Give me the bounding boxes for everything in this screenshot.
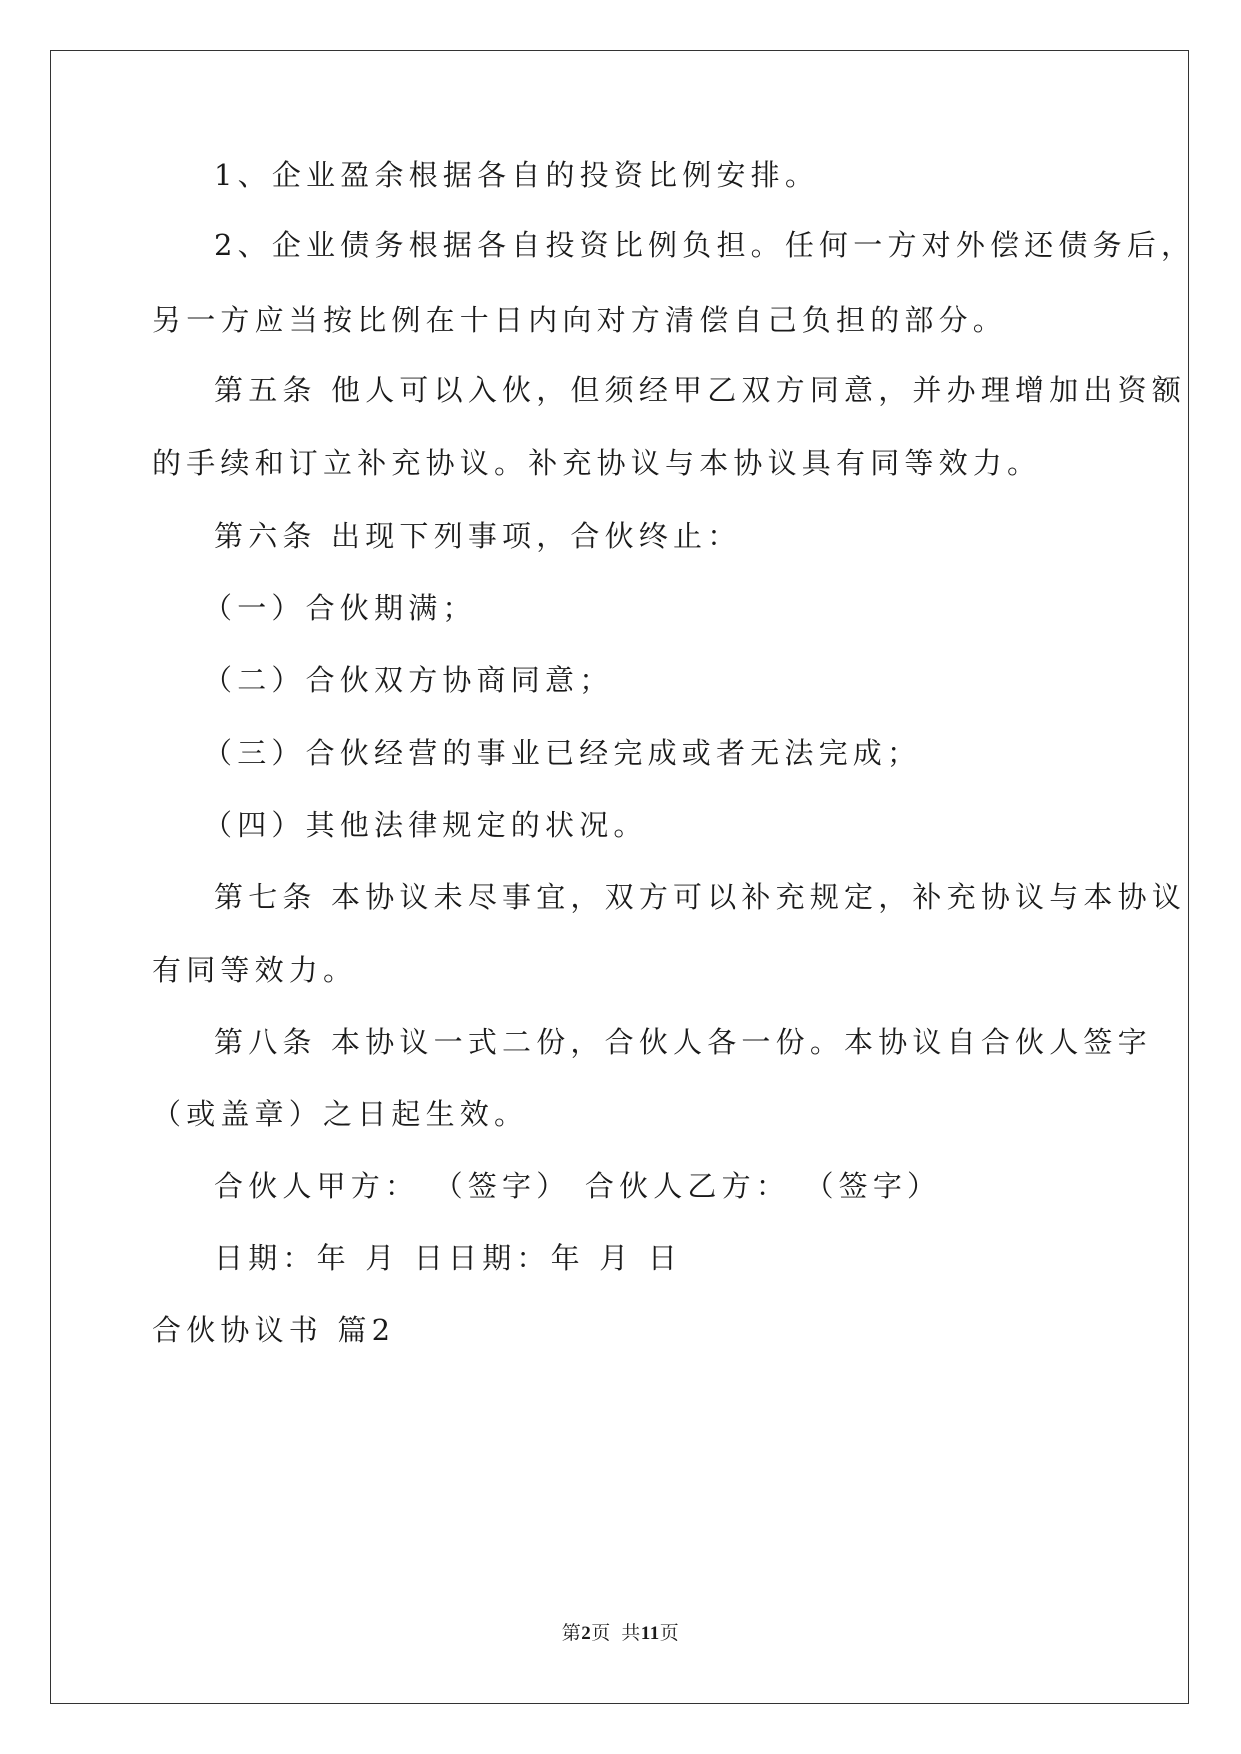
paragraph-line: （或盖章）之日起生效。 bbox=[152, 1097, 529, 1131]
page-total: 11 bbox=[640, 1623, 660, 1644]
page-mid: 页 共 bbox=[591, 1623, 641, 1644]
page-prefix: 第 bbox=[561, 1623, 582, 1644]
paragraph-line: 1、企业盈余根据各自的投资比例安排。 bbox=[214, 158, 820, 192]
page-current: 2 bbox=[581, 1623, 592, 1644]
page-suffix: 页 bbox=[659, 1623, 680, 1644]
paragraph-line: 的手续和订立补充协议。补充协议与本协议具有同等效力。 bbox=[152, 446, 1042, 480]
signature-line: 合伙人甲方： （签字） 合伙人乙方： （签字） bbox=[214, 1169, 942, 1203]
paragraph-line: 另一方应当按比例在十日内向对方清偿自己负担的部分。 bbox=[152, 303, 1008, 337]
list-item: （二）合伙双方协商同意； bbox=[203, 663, 614, 697]
paragraph-line: 第五条 他人可以入伙，但须经甲乙双方同意，并办理增加出资额 bbox=[214, 373, 1187, 407]
list-item: （三）合伙经营的事业已经完成或者无法完成； bbox=[203, 736, 922, 770]
list-item: （四）其他法律规定的状况。 bbox=[203, 808, 648, 842]
page-footer bbox=[0, 1618, 1241, 1645]
date-line: 日期：年 月 日日期：年 月 日 bbox=[214, 1241, 683, 1275]
paragraph-line: 第七条 本协议未尽事宜，双方可以补充规定，补充协议与本协议 bbox=[214, 880, 1187, 914]
paragraph-line: 2、企业债务根据各自投资比例负担。任何一方对外偿还债务后， bbox=[214, 228, 1196, 262]
list-item: （一）合伙期满； bbox=[203, 591, 477, 625]
paragraph-line: 第八条 本协议一式二份，合伙人各一份。本协议自合伙人签字 bbox=[214, 1025, 1152, 1059]
paragraph-line: 有同等效力。 bbox=[152, 953, 358, 987]
paragraph-line: 第六条 出现下列事项，合伙终止： bbox=[214, 519, 742, 553]
section-heading: 合伙协议书 篇2 bbox=[152, 1313, 396, 1347]
